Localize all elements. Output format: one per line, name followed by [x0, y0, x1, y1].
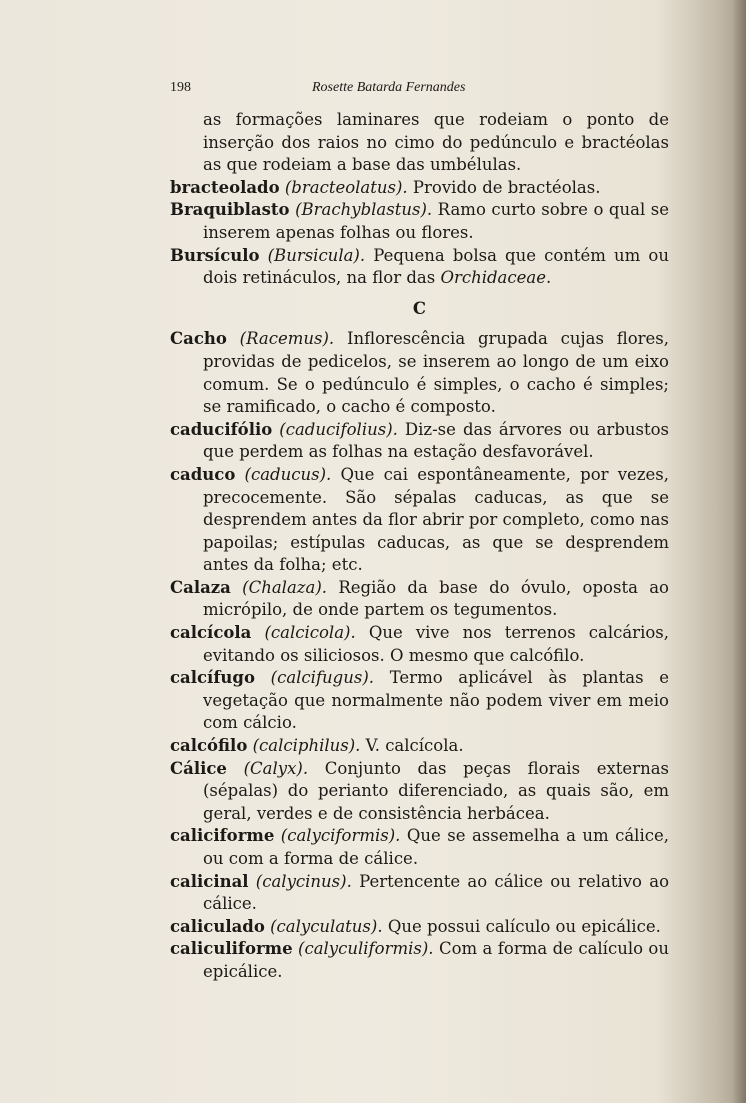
- running-head: Rosette Batarda Fernandes: [312, 80, 466, 95]
- entry-term: calcófilo: [170, 736, 248, 756]
- glossary-content: [170, 109, 669, 984]
- page-number: 198: [170, 80, 191, 95]
- entry-latin-name: (calyculatus).: [270, 916, 383, 936]
- entry-term: caducifólio: [170, 419, 273, 439]
- glossary-entry: [170, 938, 669, 983]
- section-letter: C: [412, 298, 427, 318]
- entry-latin-name: (calyculiformis).: [298, 939, 434, 959]
- glossary-entry: [170, 199, 669, 244]
- entry-definition: Com a forma de calículo ou epicálice.: [203, 939, 669, 981]
- glossary-entry: [170, 735, 669, 758]
- entry-latin-name: (calyciformis).: [280, 826, 401, 846]
- entry-definition: Conjunto das peças florais externas (sépalas) do perianto diferenciado, as quais são, em geral, verdes e de consistência herbácea.: [203, 758, 670, 823]
- entry-term: caduco: [170, 464, 236, 484]
- glossary-entry: [170, 577, 669, 622]
- entry-latin-name: (caducifolius).: [279, 419, 398, 439]
- glossary-entry: [170, 328, 669, 418]
- entry-term: calcícola: [170, 623, 252, 643]
- entry-definition: Provido de bractéolas.: [407, 177, 601, 197]
- entry-latin-name: (Racemus).: [239, 329, 335, 349]
- entry-latin-name: (Bursicula).: [267, 245, 366, 265]
- glossary-entry: [170, 177, 669, 200]
- entries-section-b: [170, 177, 669, 290]
- entry-latin-name: (bracteolatus).: [284, 177, 408, 197]
- entry-term: Braquiblasto: [170, 200, 290, 220]
- entry-term: caliculiforme: [170, 939, 293, 959]
- entry-term: Bursículo: [170, 245, 260, 265]
- entry-term: calicinal: [170, 871, 249, 891]
- entry-latin-name: (calcifugus).: [270, 668, 375, 688]
- glossary-entry: [170, 825, 669, 870]
- entry-definition: Que se assemelha a um cálice, ou com a forma de cálice.: [203, 826, 669, 868]
- continuation-paragraph: as formações laminares que rodeiam o ponto de inserção dos raios no cimo do pedúnculo e bractéolas as que rodeiam a base das umbélulas.: [203, 110, 669, 175]
- entry-definition: Diz-se das árvores ou arbustos que perdem as folhas na estação desfavorável.: [203, 419, 670, 462]
- entry-term: Cálice: [170, 758, 227, 778]
- entry-definition-italic: Orchidaceae: [440, 268, 547, 288]
- glossary-entry: [170, 419, 669, 464]
- glossary-entry: [170, 871, 669, 916]
- entry-definition-end: .: [546, 268, 552, 288]
- glossary-entry: [170, 464, 669, 577]
- entry-term: caliculado: [170, 916, 265, 936]
- entry-term: Cacho: [170, 329, 227, 349]
- entry-definition: V. calcícola.: [360, 736, 464, 756]
- entry-latin-name: (caducus).: [244, 464, 332, 484]
- entry-definition: Termo aplicável às plantas e vegetação que normalmente não podem viver em meio com cálcio.: [203, 668, 669, 733]
- entry-definition: Ramo curto sobre o qual se inserem apenas folhas ou flores.: [203, 200, 669, 242]
- glossary-entry: [170, 916, 669, 939]
- page-header: [170, 80, 670, 100]
- glossary-entry: [170, 667, 669, 735]
- entry-definition: Pequena bolsa que contém um ou dois retináculos, na flor das: [203, 245, 669, 288]
- entry-latin-name: (Brachyblastus).: [295, 200, 433, 220]
- entry-definition: Pertencente ao cálice ou relativo ao cálice.: [203, 871, 670, 914]
- entry-latin-name: (Calyx).: [243, 758, 309, 778]
- entry-term: calcífugo: [170, 668, 255, 688]
- glossary-entry: [170, 758, 669, 826]
- entry-term: Calaza: [170, 577, 231, 597]
- entry-definition: Inflorescência grupada cujas flores, providas de pedicelos, se inserem ao longo de um eixo comum. Se o pedúnculo é simples, o cacho é simples; se ramificado, o cacho é composto.: [203, 329, 670, 417]
- entries-section-c: [170, 328, 669, 983]
- entry-definition: Que cai espontâneamente, por vezes, precocemente. São sépalas caducas, as que se desprendem antes da flor abrir por completo, como nas papoilas; estípulas caducas, as que se desprendem antes da folha; etc.: [203, 464, 669, 575]
- entry-term: caliciforme: [170, 826, 275, 846]
- entry-latin-name: (calycinus).: [255, 871, 352, 891]
- entry-latin-name: (Chalaza).: [242, 577, 328, 597]
- entry-latin-name: (calcicola).: [264, 623, 356, 643]
- glossary-entry: [170, 245, 669, 290]
- entry-definition: Região da base do óvulo, oposta ao micrópilo, de onde partem os tegumentos.: [203, 577, 669, 620]
- glossary-entry: [170, 622, 669, 667]
- entry-definition: Que vive nos terrenos calcários, evitando os siliciosos. O mesmo que calcófilo.: [203, 623, 669, 665]
- entry-term: bracteolado: [170, 177, 280, 197]
- page-spine-shadow: [732, 0, 746, 1103]
- entry-definition: Que possui calículo ou epicálice.: [382, 916, 661, 936]
- entry-latin-name: (calciphilus).: [252, 736, 361, 756]
